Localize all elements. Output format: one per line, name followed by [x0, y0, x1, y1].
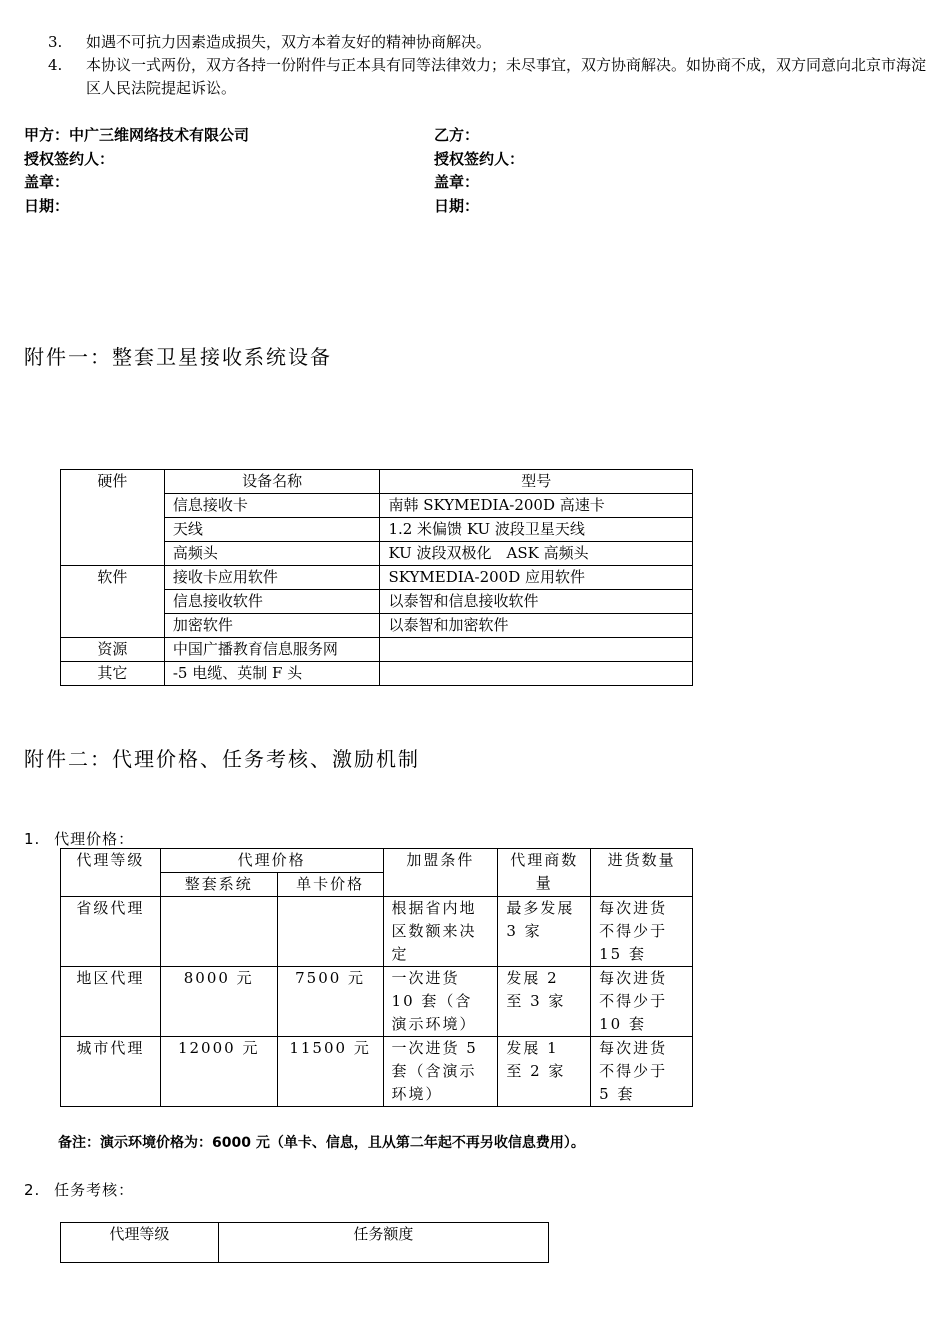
equipment-name: 信息接收卡 [164, 494, 380, 518]
header-cell: 进货数量 [591, 849, 693, 897]
card-price-cell: 7500 元 [277, 967, 383, 1037]
party-a-date: 日期： [24, 196, 70, 215]
category-cell: 硬件 [61, 470, 165, 566]
party-a-signature-block [24, 124, 249, 218]
equipment-name: 中国广播教育信息服务网 [164, 638, 380, 662]
party-b-name: 乙方： [434, 126, 480, 144]
header-cell: 型号 [380, 470, 693, 494]
header-cell: 加盟条件 [383, 849, 498, 897]
clause-4 [48, 54, 928, 100]
party-a-signer: 授权签约人： [24, 149, 115, 168]
table-row [61, 1223, 549, 1263]
table-row [61, 897, 693, 967]
section-label: 代理价格： [54, 830, 135, 848]
equipment-name: 信息接收软件 [164, 590, 380, 614]
equipment-name: -5 电缆、英制 F 头 [164, 662, 380, 686]
equipment-table [60, 469, 693, 686]
card-price-cell: 11500 元 [277, 1037, 383, 1107]
equipment-name: 天线 [164, 518, 380, 542]
party-b-signer: 授权签约人： [434, 149, 525, 168]
full-price-cell [160, 897, 277, 967]
full-price-cell: 12000 元 [160, 1037, 277, 1107]
level-cell: 省级代理 [61, 897, 161, 967]
header-cell: 代理价格 [160, 849, 383, 873]
party-b-seal: 盖章： [434, 173, 480, 191]
stock-cell: 每次进货不得少于 15 套 [591, 897, 693, 967]
table-row [61, 967, 693, 1037]
section-task-heading [24, 1179, 134, 1200]
header-cell: 代理等级 [61, 849, 161, 897]
count-cell: 最多发展 3 家 [498, 897, 591, 967]
equipment-model: KU 波段双极化 ASK 高频头 [380, 542, 693, 566]
condition-cell: 一次进货 5 套（含演示环境） [383, 1037, 498, 1107]
section-price-heading [24, 828, 134, 849]
header-cell: 整套系统 [160, 873, 277, 897]
equipment-model [380, 662, 693, 686]
party-b-signature-block [434, 124, 524, 218]
party-a-seal: 盖章： [24, 173, 70, 191]
equipment-name: 高频头 [164, 542, 380, 566]
section-label: 任务考核： [54, 1181, 135, 1199]
table-row [61, 1037, 693, 1107]
annex1-title: 附件一：整套卫星接收系统设备 [24, 345, 332, 369]
section-number: 1. [24, 830, 41, 848]
level-cell: 地区代理 [61, 967, 161, 1037]
party-a-name: 甲方：中广三维网络技术有限公司 [24, 126, 250, 144]
table-row [61, 470, 693, 494]
clause-number: 3. [48, 33, 63, 51]
condition-cell: 根据省内地区数额来决定 [383, 897, 498, 967]
equipment-model: SKYMEDIA-200D 应用软件 [380, 566, 693, 590]
full-price-cell: 8000 元 [160, 967, 277, 1037]
stock-cell: 每次进货不得少于 5 套 [591, 1037, 693, 1107]
equipment-name: 接收卡应用软件 [164, 566, 380, 590]
table-row [61, 566, 693, 590]
price-note: 备注：演示环境价格为：6000 元（单卡、信息，且从第二年起不再另收信息费用）。 [58, 1135, 585, 1151]
header-cell: 设备名称 [164, 470, 380, 494]
level-cell: 城市代理 [61, 1037, 161, 1107]
equipment-model: 南韩 SKYMEDIA-200D 高速卡 [380, 494, 693, 518]
clause-text: 本协议一式两份，双方各持一份附件与正本具有同等法律效力；未尽事宜，双方协商解决。如协商不成，双方同意向北京市海淀区人民法院提起诉讼。 [86, 56, 927, 97]
price-table [60, 848, 693, 1107]
task-table [60, 1222, 549, 1263]
header-cell: 单卡价格 [277, 873, 383, 897]
annex2-title: 附件二：代理价格、任务考核、激励机制 [24, 747, 420, 771]
header-cell: 任务额度 [218, 1223, 548, 1263]
equipment-model: 以泰智和信息接收软件 [380, 590, 693, 614]
header-cell: 代理等级 [61, 1223, 219, 1263]
clause-3 [48, 31, 928, 54]
equipment-model [380, 638, 693, 662]
table-row [61, 662, 693, 686]
count-cell: 发展 2 至 3 家 [498, 967, 591, 1037]
clause-text: 如遇不可抗力因素造成损失，双方本着友好的精神协商解决。 [86, 33, 492, 51]
clause-number: 4. [48, 56, 63, 74]
equipment-name: 加密软件 [164, 614, 380, 638]
card-price-cell [277, 897, 383, 967]
table-row [61, 638, 693, 662]
table-row [61, 849, 693, 873]
count-cell: 发展 1 至 2 家 [498, 1037, 591, 1107]
category-cell: 资源 [61, 638, 165, 662]
party-b-date: 日期： [434, 196, 480, 215]
condition-cell: 一次进货 10 套（含演示环境） [383, 967, 498, 1037]
equipment-model: 以泰智和加密软件 [380, 614, 693, 638]
header-cell: 代理商数量 [498, 849, 591, 897]
stock-cell: 每次进货不得少于 10 套 [591, 967, 693, 1037]
category-cell: 其它 [61, 662, 165, 686]
section-number: 2. [24, 1181, 41, 1199]
category-cell: 软件 [61, 566, 165, 638]
equipment-model: 1.2 米偏馈 KU 波段卫星天线 [380, 518, 693, 542]
